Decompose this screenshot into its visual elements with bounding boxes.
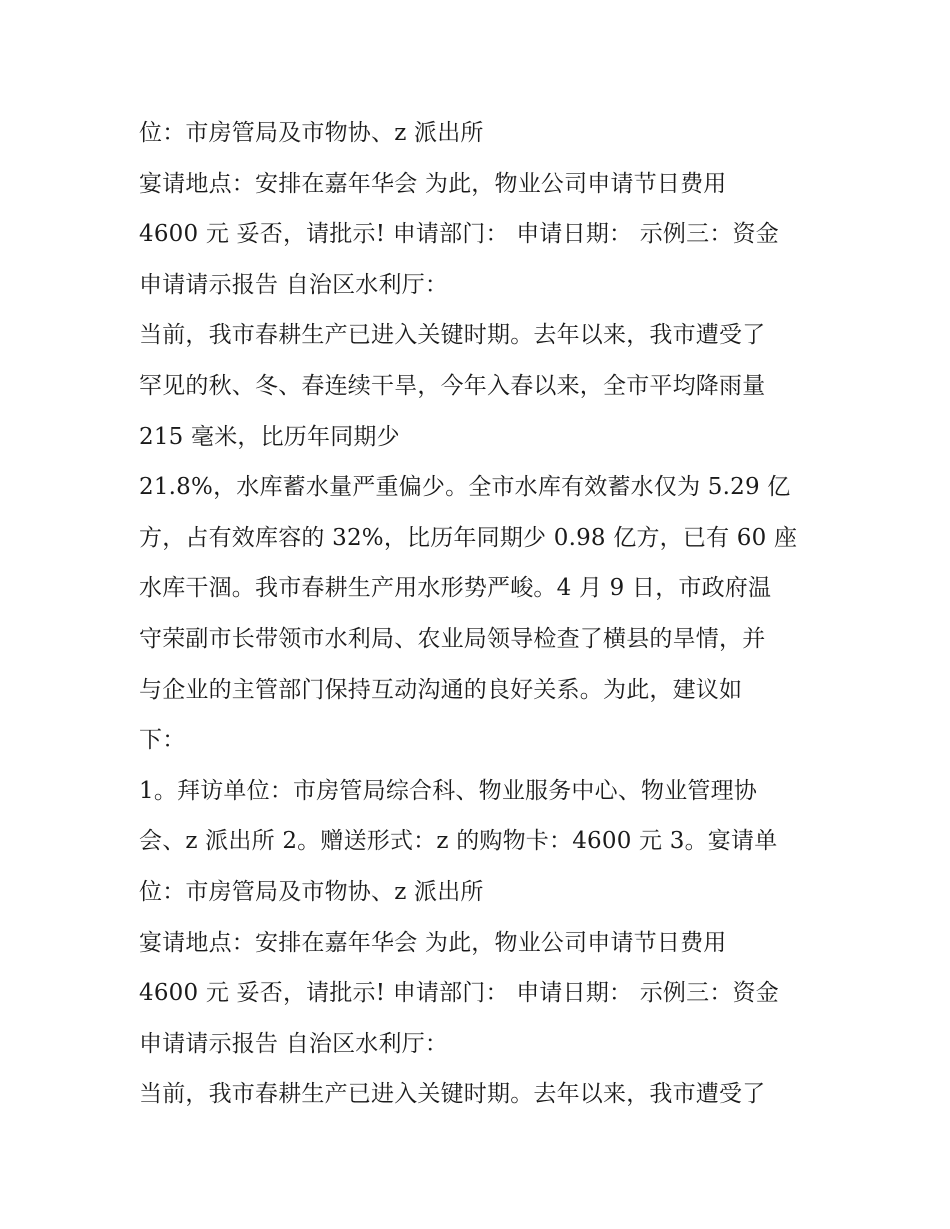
text-line-19: 申请请示报告 自治区水利厅： — [139, 1030, 449, 1057]
text-line-4: 申请请示报告 自治区水利厅： — [139, 271, 449, 298]
text-line-6: 罕见的秋、冬、春连续干旱，今年入春以来，全市平均降雨量 — [139, 372, 766, 399]
text-line-18: 4600 元 妥否，请批示! 申请部门： 申请日期： 示例三：资金 — [139, 980, 779, 1007]
text-line-17: 宴请地点：安排在嘉年华会 为此，物业公司申请节日费用 — [139, 929, 727, 956]
text-line-13: 下： — [139, 727, 186, 754]
text-line-3: 4600 元 妥否，请批示! 申请部门： 申请日期： 示例三：资金 — [139, 221, 779, 248]
text-line-11: 守荣副市长带领市水利局、农业局领导检查了横县的旱情，并 — [139, 625, 766, 652]
text-line-1: 位：市房管局及市物协、z 派出所 — [139, 120, 484, 146]
text-line-9: 方，占有效库容的 32%，比历年同期少 0.98 亿方，已有 60 座 — [139, 524, 798, 551]
text-line-2: 宴请地点：安排在嘉年华会 为此，物业公司申请节日费用 — [139, 170, 727, 197]
text-line-14: 1。拜访单位：市房管局综合科、物业服务中心、物业管理协 — [139, 777, 758, 804]
text-line-16: 位：市房管局及市物协、z 派出所 — [139, 878, 484, 905]
text-line-7: 215 毫米，比历年同期少 — [139, 423, 400, 450]
text-line-15: 会、z 派出所 2。赠送形式：z 的购物卡：4600 元 3。宴请单 — [139, 828, 778, 855]
text-line-5: 当前，我市春耕生产已进入关键时期。去年以来，我市遭受了 — [139, 322, 766, 349]
text-line-10: 水库干涸。我市春耕生产用水形势严峻。4 月 9 日，市政府温 — [139, 575, 772, 602]
document-body — [139, 108, 829, 1120]
text-line-20: 当前，我市春耕生产已进入关键时期。去年以来，我市遭受了 — [139, 1081, 766, 1108]
text-line-8: 21.8%，水库蓄水量严重偏少。全市水库有效蓄水仅为 5.29 亿 — [139, 474, 791, 501]
text-line-12: 与企业的主管部门保持互动沟通的良好关系。为此，建议如 — [139, 676, 743, 703]
